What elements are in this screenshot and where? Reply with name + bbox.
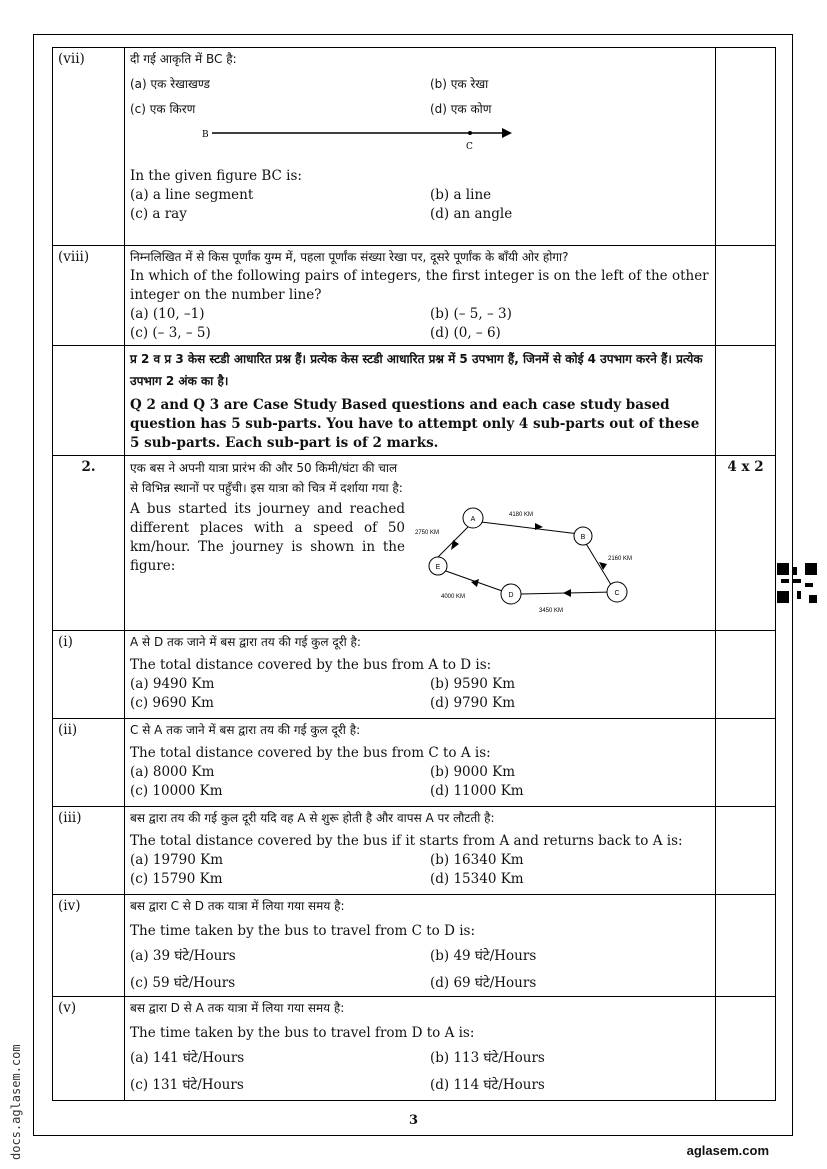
node-c-label: C: [614, 590, 620, 597]
sub-question-v: [53, 997, 776, 1101]
bus-route-diagram: [413, 478, 658, 618]
sub-question-iii: [53, 807, 776, 895]
side-watermark: docs.aglasem.com: [9, 1044, 23, 1160]
question-row-2: [53, 456, 776, 631]
instruction-row: [53, 346, 776, 456]
q-hindi: एक बस ने अपनी यात्रा प्रारंभ की और 50 किमी/घंटा की चाल से विभिन्न स्थानों पर पहुँची। इस यात्रा को चित्र में दर्शाया गया है:: [130, 461, 403, 495]
q-english: The total distance covered by the bus from A to D is:: [130, 657, 492, 673]
sub-question-ii: [53, 719, 776, 807]
option: (b) 9590 Km: [430, 676, 516, 692]
q-english: In which of the following pairs of integers, the first integer is on the left of the other integer on the number line?: [130, 268, 709, 303]
q-english: The time taken by the bus to travel from C to D is:: [130, 923, 475, 939]
option: (b) a line: [430, 187, 492, 203]
question-row-viii: [53, 246, 776, 346]
option: (b) 16340 Km: [430, 852, 524, 868]
option: (d) एक कोण: [430, 102, 492, 116]
qnum: (ii): [53, 719, 125, 807]
node-d-label: D: [508, 592, 514, 599]
node-a-label: A: [470, 516, 476, 523]
option: (c) 10000 Km: [130, 783, 223, 799]
q-english: The total distance covered by the bus if it starts from A and returns back to A is:: [130, 833, 683, 849]
edge-cd-label: 3450 KM: [539, 608, 564, 614]
option: (c) 59 घंटे/Hours: [130, 975, 236, 991]
brand-logo-text[interactable]: aglasem.com: [686, 1143, 769, 1158]
qnum: (i): [53, 631, 125, 719]
qnum: (iii): [53, 807, 125, 895]
option: (d) 11000 Km: [430, 783, 524, 799]
option: (c) 15790 Km: [130, 871, 223, 887]
node-b-label: B: [580, 534, 586, 541]
option: (d) 69 घंटे/Hours: [430, 975, 537, 991]
option: (c) 131 घंटे/Hours: [130, 1077, 244, 1093]
option: (b) 113 घंटे/Hours: [430, 1050, 545, 1066]
option: (b) एक रेखा: [430, 77, 489, 91]
option: (a) 8000 Km: [130, 764, 215, 780]
option: (b) 49 घंटे/Hours: [430, 948, 537, 964]
q-english: A bus started its journey and reached different places with a speed of 50 km/hour. The journey is shown in the figure:: [130, 501, 405, 574]
marks: 4 x 2: [716, 456, 776, 631]
q-hindi: बस द्वारा C से D तक यात्रा में लिया गया समय है:: [130, 899, 345, 913]
q-hindi: बस द्वारा D से A तक यात्रा में लिया गया समय है:: [130, 1001, 345, 1015]
page-number: 3: [408, 1113, 419, 1128]
q-english: The time taken by the bus to travel from D to A is:: [130, 1025, 475, 1041]
ray-figure: [200, 123, 530, 155]
option: (c) a ray: [130, 206, 187, 222]
sub-question-i: [53, 631, 776, 719]
edge-ab-label: 4180 KM: [509, 512, 534, 518]
instruction-hindi: प्र 2 व प्र 3 केस स्टडी आधारित प्रश्न हैं। प्रत्येक केस स्टडी आधारित प्रश्न में 5 उपभाग हैं, जिनमें से कोई 4 उपभाग करने हैं। प्रत्येक उपभाग 2 अंक का है।: [130, 352, 703, 388]
q-hindi: C से A तक जाने में बस द्वारा तय की गई कुल दूरी है:: [130, 723, 361, 737]
option: (a) 141 घंटे/Hours: [130, 1050, 245, 1066]
edge-de-label: 4000 KM: [441, 594, 466, 600]
qnum: (viii): [53, 246, 125, 346]
option: (a) एक रेखाखण्ड: [130, 77, 210, 91]
option: (a) (10, –1): [130, 306, 205, 322]
qnum: 2.: [53, 456, 125, 631]
q-hindi: A से D तक जाने में बस द्वारा तय की गई कुल दूरी है:: [130, 635, 361, 649]
q-english: In the given figure BC is:: [130, 168, 302, 184]
sub-question-iv: [53, 895, 776, 997]
qnum: (vii): [53, 48, 125, 246]
option: (c) एक किरण: [130, 102, 196, 116]
q-hindi: दी गई आकृति में BC है:: [130, 52, 237, 66]
edge-ea-label: 2750 KM: [415, 530, 440, 536]
point-c-label: C: [466, 142, 473, 152]
option: (a) a line segment: [130, 187, 254, 203]
q-hindi: बस द्वारा तय की गई कुल दूरी यदि वह A से शुरू होती है और वापस A पर लौटती है:: [130, 811, 495, 825]
qnum: (iv): [53, 895, 125, 997]
option: (d) an angle: [430, 206, 513, 222]
q-english: The total distance covered by the bus from C to A is:: [130, 745, 491, 761]
question-row-vii: [53, 48, 776, 246]
option: (a) 19790 Km: [130, 852, 223, 868]
q-hindi: निम्नलिखित में से किस पूर्णांक युग्म में, पहला पूर्णांक संख्या रेखा पर, दूसरे पूर्णांक के बाँयी ओर होगा?: [130, 250, 569, 264]
option: (b) (– 5, – 3): [430, 306, 512, 322]
instruction-english: Q 2 and Q 3 are Case Study Based questions and each case study based question has 5 sub-parts. You have to attempt only 4 sub-parts out of these 5 sub-parts. Each sub-part is of 2 marks.: [130, 397, 700, 451]
option: (d) 114 घंटे/Hours: [430, 1077, 545, 1093]
node-e-label: E: [435, 564, 441, 571]
option: (d) 15340 Km: [430, 871, 524, 887]
option: (a) 9490 Km: [130, 676, 215, 692]
option: (c) 9690 Km: [130, 695, 214, 711]
option: (a) 39 घंटे/Hours: [130, 948, 236, 964]
qr-code-icon: [777, 563, 817, 603]
option: (b) 9000 Km: [430, 764, 516, 780]
edge-bc-label: 2160 KM: [608, 556, 633, 562]
option: (c) (– 3, – 5): [130, 325, 211, 341]
option: (d) (0, – 6): [430, 325, 501, 341]
point-b-label: B: [202, 130, 209, 140]
question-table: [52, 47, 776, 1101]
option: (d) 9790 Km: [430, 695, 516, 711]
qnum: (v): [53, 997, 125, 1101]
